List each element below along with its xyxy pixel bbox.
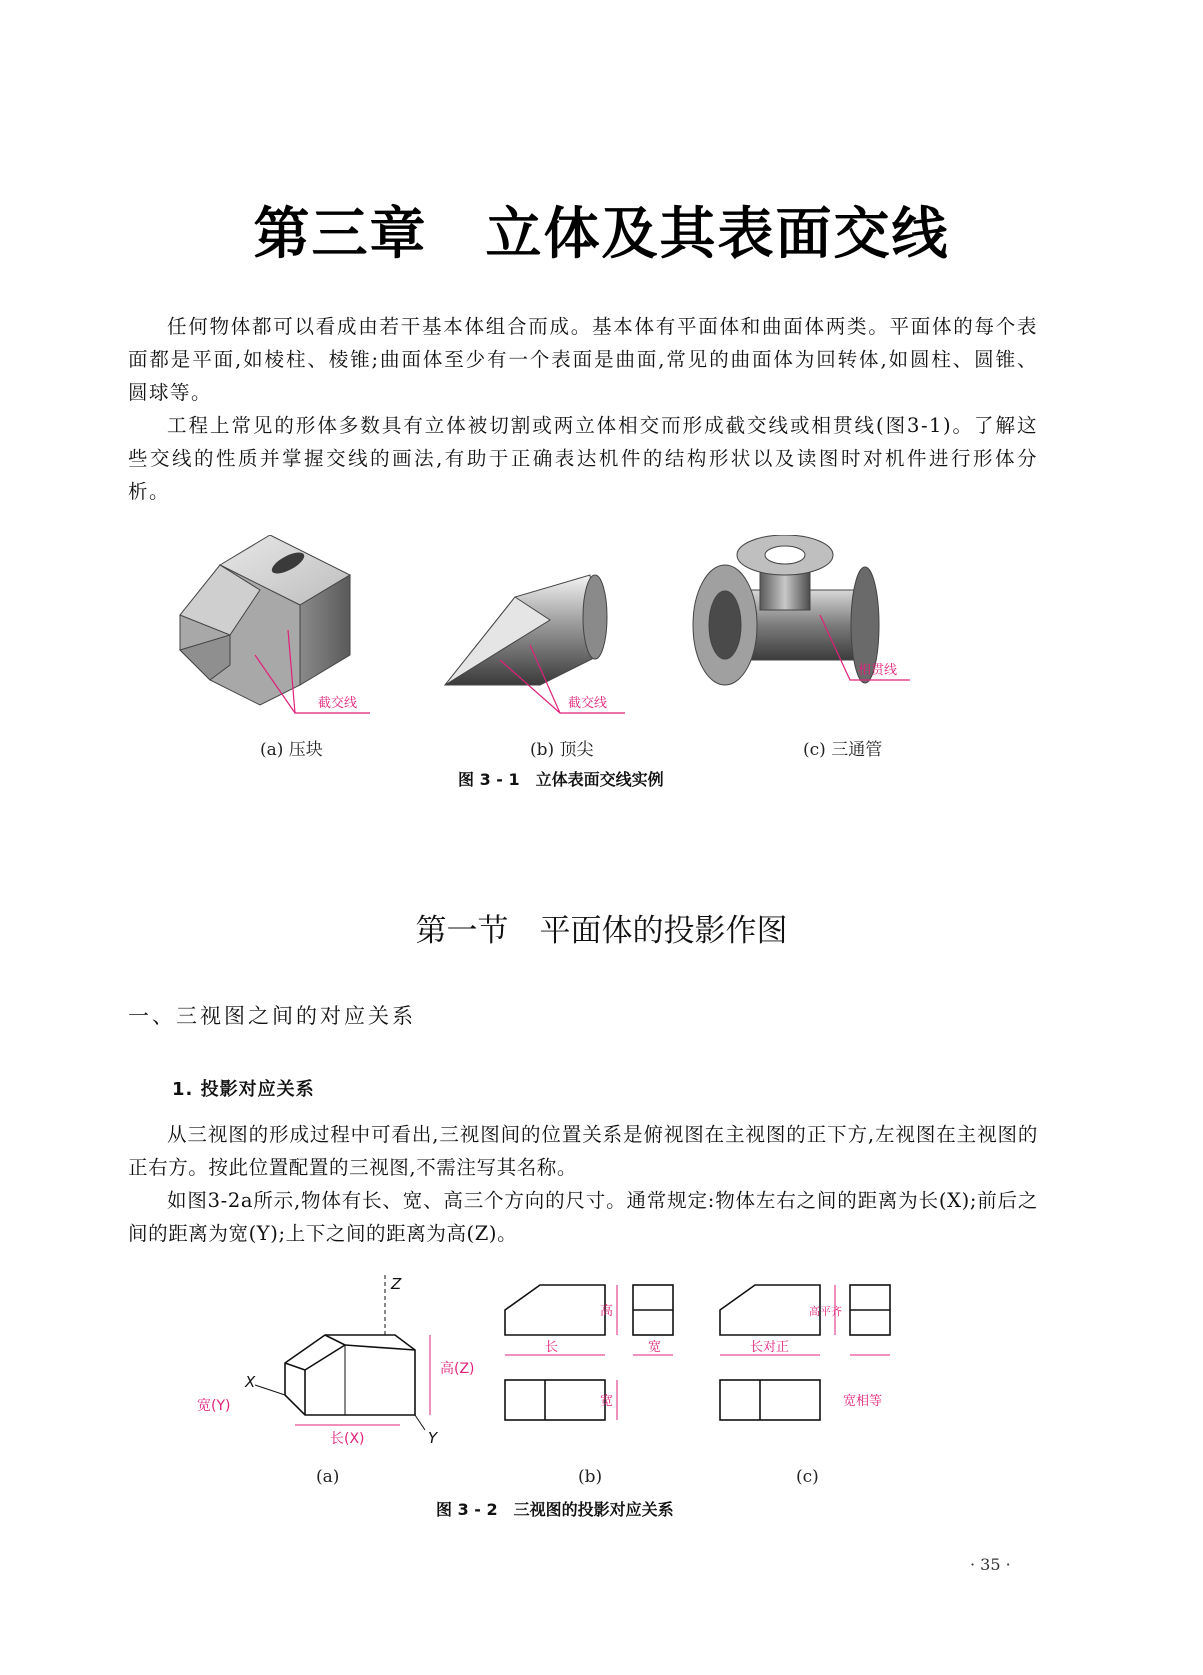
figure-3-2-title: 图 3 - 2 三视图的投影对应关系	[436, 1500, 674, 1519]
figure-1c-caption: (c) 三通管	[803, 740, 883, 760]
figure-1a-caption: (a) 压块	[260, 740, 323, 760]
intro-paragraph-1: 任何物体都可以看成由若干基本体组合而成。基本体有平面体和曲面体两类。平面体的每个表面都是平面,如棱柱、棱锥;曲面体至少有一个表面是曲面,常见的曲面体为回转体,如圆柱、圆锥、圆球等。	[128, 315, 1038, 404]
three-view-annotations-b	[505, 1285, 673, 1420]
axis-y-label: Y	[428, 1429, 438, 1447]
subsection-heading: 一、三视图之间的对应关系	[128, 1004, 416, 1028]
figure-3-1-title: 图 3 - 1 立体表面交线实例	[458, 770, 664, 789]
b-width2-label: 宽	[600, 1394, 614, 1409]
length-label: 长(X)	[330, 1431, 365, 1447]
center-point-illustration	[445, 575, 625, 713]
chapter-title: 第三章 立体及其表面交线	[253, 202, 950, 267]
axonometric-drawing	[255, 1275, 425, 1430]
c-height-label: 高平齐	[809, 1305, 842, 1318]
body-text	[128, 1118, 1038, 1250]
figure-2c-caption: (c)	[796, 1467, 819, 1487]
b-width-label: 宽	[648, 1340, 662, 1355]
body-paragraph-1: 从三视图的形成过程中可看出,三视图间的位置关系是俯视图在主视图的正下方,左视图在主视图的正右方。按此位置配置的三视图,不需注写其名称。	[128, 1123, 1038, 1179]
intro-text	[128, 310, 1038, 508]
figure-3-1-illustrations	[170, 535, 970, 725]
b-length-label: 长	[545, 1340, 559, 1355]
body-paragraph-2: 如图3-2a所示,物体有长、宽、高三个方向的尺寸。通常规定:物体左右之间的距离为长(X);前后之间的距离为宽(Y);上下之间的距离为高(Z)。	[128, 1189, 1038, 1245]
page-number: · 35 ·	[970, 1555, 1011, 1574]
figure-2a-caption: (a)	[316, 1467, 340, 1487]
intro-paragraph-2: 工程上常见的形体多数具有立体被切割或两立体相交而形成截交线或相贯线(图3-1)。了解这些交线的性质并掌握交线的画法,有助于正确表达机件的结构形状以及读图时对机件进行形体分析。	[128, 414, 1038, 503]
figure-3-2-illustrations	[195, 1275, 965, 1455]
b-height-label: 高	[600, 1304, 614, 1319]
c-length-label: 长对正	[750, 1340, 790, 1355]
height-label: 高(Z)	[440, 1361, 475, 1377]
figure-1b-caption: (b) 顶尖	[530, 740, 594, 760]
figure-2b-caption: (b)	[578, 1467, 603, 1487]
figure-c-callout: 相贯线	[858, 663, 898, 678]
c-width-label: 宽相等	[843, 1394, 883, 1409]
axis-z-label: Z	[391, 1275, 402, 1293]
three-view-annotations-c	[720, 1285, 890, 1409]
tee-pipe-illustration	[693, 535, 910, 685]
figure-a-callout: 截交线	[318, 696, 358, 711]
axis-x-label: X	[245, 1373, 256, 1391]
subsubsection-heading: 1. 投影对应关系	[172, 1079, 315, 1100]
press-block-illustration	[180, 535, 370, 713]
width-label: 宽(Y)	[197, 1398, 231, 1414]
figure-b-callout: 截交线	[568, 696, 608, 711]
section-title: 第一节 平面体的投影作图	[415, 913, 788, 949]
